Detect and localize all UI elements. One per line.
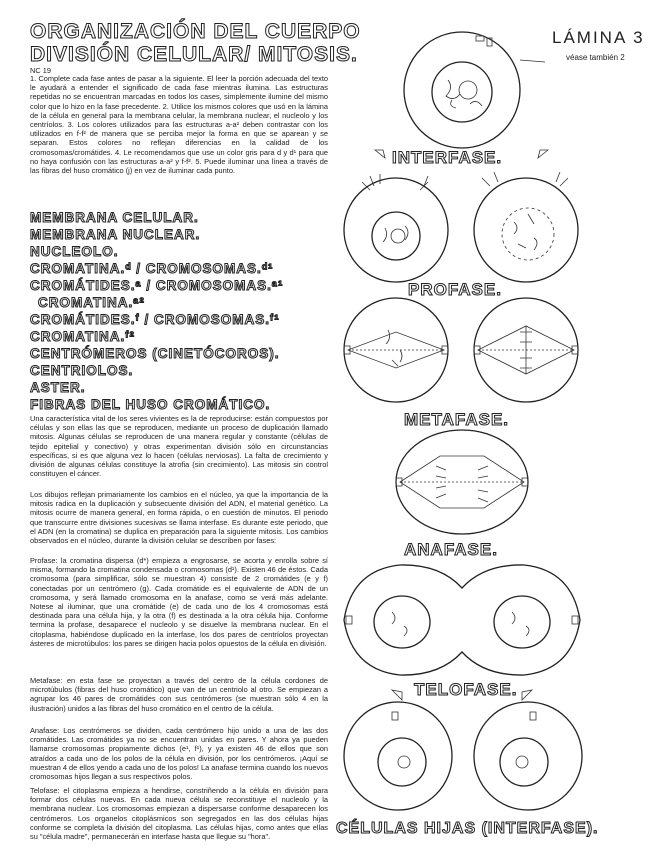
- label-cromatina-a2: CROMATINA.ᵃ²: [38, 295, 145, 310]
- label-membrana-celular: MEMBRANA CELULAR.: [30, 210, 199, 225]
- paragraph-profase: Profase: la cromatina dispersa (d*) empieza a engrosarse, se acorta y enrolla sobre sí misma, formando la cromatina condensada o cromosomas (d¹). Existen 46 de éstos. Cada cromosoma (para simplificar, sólo se muestran 4) consiste de 2 cromátides (e y f) conectadas por un centrómero (g). Cada cromátide es el equivalente de ADN de un cromosoma, y será llamado cromosoma en la anafase, como se verá más adelante. Notese al iluminar, que una cromátide (e) de cada uno de los 4 cromosomas está destinada para una célula hija, y la otra (f) es destinada a la otra célula hija. Conforme termina la profase, desaparece el nucleolo y se disuelve la membrana nuclear. En el citoplasma, habiéndose duplicado en la interfase, los dos pares de centríolos proyectan ásteres de microtúbulos: los pares se dirigen hacia polos opuestos de la célula en división.: [30, 556, 328, 648]
- label-cromatina-f2: CROMATINA.ᶠ²: [30, 329, 136, 344]
- label-nucleolo: NUCLEOLO.: [30, 244, 119, 259]
- paragraph-anafase: Anafase: Los centrómeros se dividen, cada centrómero hijo unido a una de las dos cromátides. Las cromátides ya no se encuentran unidas en pares. Y ahora ya pueden llamarse cromosomas propiamente dichos (e¹, f¹), y ya existen 46 de ellos que son atraídos a cada uno de los polos de la célula en división, por los centrómeros. ¡Aquí se muestran 4 de ellos yendo a cada uno de los polos! La anafase termina cuando los nuevos cromosomas hijos llegan a sus respectivos polos.: [30, 726, 328, 782]
- paragraph-metafase: Metafase: en esta fase se proyectan a través del centro de la célula cordones de microtúbulos (fibras del huso cromático) que van de un centriolo al otro. Se empiezan a agrupar los 46 pares de cromátides con sus centrómeros (se muestran sólo 4 en la ilustración) unidos a las fibras del huso cromático en el centro de la célula.: [30, 676, 328, 713]
- see-also-note: véase también 2: [566, 53, 625, 62]
- stage-metafase: METAFASE.: [404, 410, 510, 429]
- cell-interfase: [404, 32, 545, 148]
- label-fibras-huso: FIBRAS DEL HUSO CROMÁTICO.: [30, 397, 271, 412]
- label-aster: ASTER.: [30, 380, 86, 395]
- cell-daughter-right: [474, 702, 582, 810]
- cell-telofase: [344, 565, 580, 675]
- label-cromatides-f: CROMÁTIDES.ᶠ / CROMOSOMAS.ᶠ¹: [30, 312, 280, 327]
- cell-daughter-left: [344, 702, 452, 810]
- cell-metafase-early: [344, 298, 448, 402]
- label-membrana-nuclear: MEMBRANA NUCLEAR.: [30, 227, 201, 242]
- title-line-1: ORGANIZACIÓN DEL CUERPO: [30, 20, 361, 43]
- nc-code: NC 19: [30, 66, 51, 75]
- stage-celulas-hijas: CÉLULAS HIJAS (INTERFASE).: [336, 820, 599, 837]
- stage-anafase: ANAFASE.: [404, 540, 498, 559]
- label-centromeros: CENTRÓMEROS (CINETÓCOROS).: [30, 346, 280, 361]
- cell-anafase: [396, 430, 528, 534]
- plate-number: LÁMINA 3: [552, 28, 645, 47]
- cell-metafase-late: [474, 298, 578, 402]
- instructions-text: 1. Complete cada fase antes de pasar a la siguiente. El leer la porción adecuada del texto le ayudará a entender el significado de cada fase mientras ilumina. Las estructuras repetidas no se encuentran marcadas en todos los cases, simplemente ilumine del mismo color que lo hizo en la fase precedente. 2. Utilice los mismos colores que usó en la lámina de la célula en general para la membrana celular, la membrana nuclear, el nucleolo y los centríolos. 3. Los colores utilizados para las estructuras a-a² deben contrastar con los utilizados en f-f² de manera que se perciba mejor la forma en que se aparean y se separan. Estos colores no reflejan diferencias en la calidad de los cromosomas/cromátides. 4. Le recomendamos que use un color gris para d y d¹ para que no haya confusión con las estructuras a-a² y f-f². 5. Puede iluminar una línea a través de las fibras del huso cromático (j) en vez de iluminar cada punto.: [30, 74, 328, 176]
- paragraph-intro: Una característica vital de los seres vivientes es la de reproducirse: están compuestos por células y son ellas las que se reproducen, mediante un proceso de duplicación llamado mitosis. Algunas células se reproducen de una manera regular y constante (células de tejido epitelial y conectivo) y otras experimentan división sólo en circunstancias específicas, si es que alguna vez lo hacen (células nerviosas). La falta de crecimiento y división de algunas células constituye la atrofia (sin crecimiento). Las mitosis sin control constituyen el cáncer.: [30, 414, 328, 479]
- label-centriolos: CENTRIOLOS.: [30, 363, 134, 378]
- label-cromatina-d: CROMATINA.ᵈ / CROMOSOMAS.ᵈ¹: [30, 261, 274, 276]
- paragraph-interfase: Los dibujos reflejan primariamente los cambios en el núcleo, ya que la importancia de la mitosis radica en la duplicación y subsecuente división del ADN, el material genético. La mitosis ocurre de manera general, en forma rápida, o en cuestión de minutos. El periodo que transcurre entre divisiones sucesivas se llama interfase. Es durante este periodo, que el ADN (en la cromatina) se duplica en preparación para la siguiente mitosis. Los cambios observados en el núcleo, durante la división celular se describen por fases:: [30, 490, 328, 546]
- cell-profase-early: [344, 174, 448, 282]
- stage-interfase: INTERFASE.: [392, 148, 503, 167]
- stage-profase: PROFASE.: [408, 280, 502, 299]
- stage-telofase: TELOFASE.: [414, 680, 518, 699]
- paragraph-telofase: Telofase: el citoplasma empieza a hendirse, constriñendo a la célula en división para formar dos células nuevas. En cada nueva célula se reconstituye el nucleolo y la membrana nuclear. Los cromosomas empiezan a dispersarse conforme desaparecen los centrómeros. Los organelos citoplásmicos son segregados en las dos células hijas conforme se completa la división del citoplasma. Las células hijas, como antes que ellas su "célula madre", permanecerán en interfase hasta que llegue su "hora".: [30, 786, 328, 842]
- title-line-2: DIVISIÓN CELULAR/ MITOSIS.: [30, 43, 358, 66]
- cell-profase-late: [474, 172, 578, 282]
- label-cromatides-a: CROMÁTIDES.ᵃ / CROMOSOMAS.ᵃ¹: [30, 278, 284, 293]
